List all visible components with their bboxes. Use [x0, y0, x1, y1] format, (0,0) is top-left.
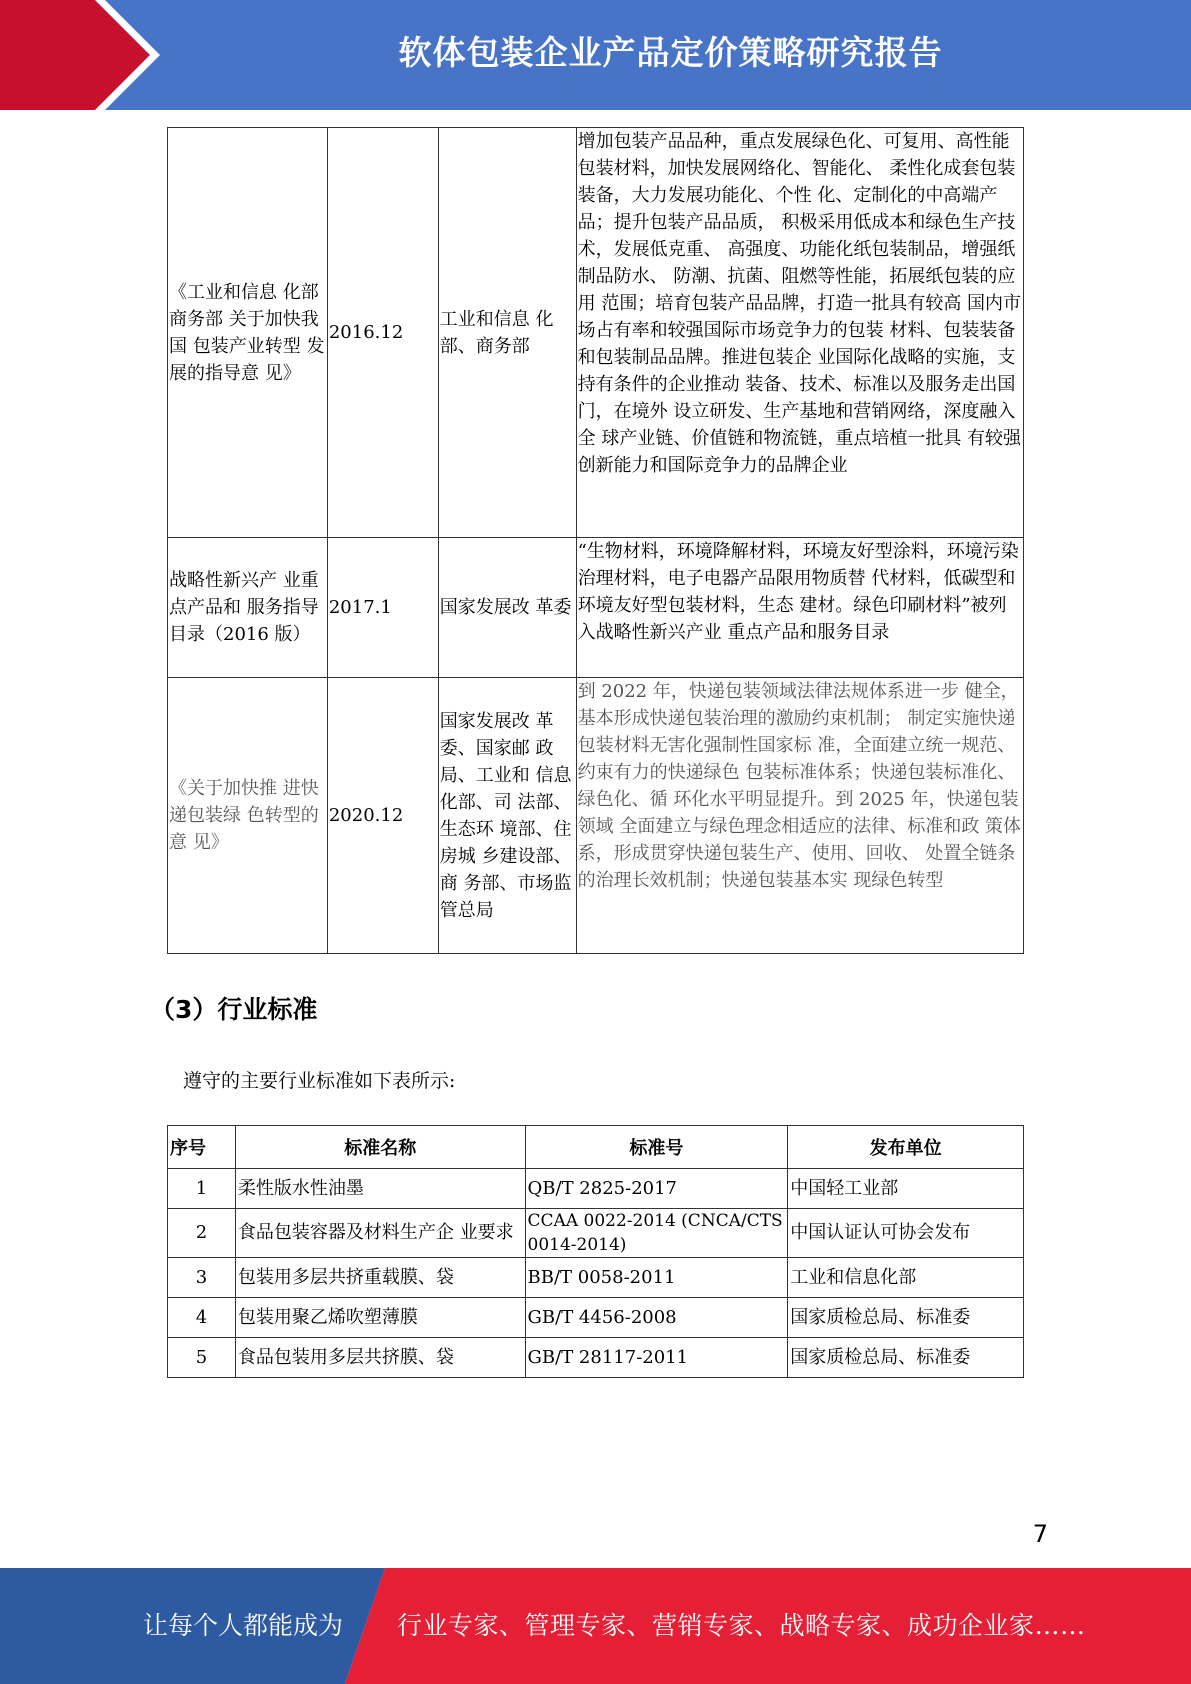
policy-content-cell: “生物材料，环境降解材料，环境友好型涂料，环境污染治理材料，电子电器产品限用物质替 代材料，低碳型和环境友好型包装材料，生态 建材。绿色印刷材料”被列入战略性新兴产业 重点产品和服务目录: [576, 538, 1023, 678]
standard-number-cell: 4: [168, 1298, 236, 1338]
report-title: 软体包装企业产品定价策略研究报告: [398, 33, 943, 72]
table-row: [168, 1338, 1024, 1378]
table-row: [168, 1298, 1024, 1338]
footer-slogan-right: 行业专家、管理专家、营销专家、战略专家、成功企业家……: [397, 1611, 1086, 1640]
standard-issuer-cell: 中国轻工业部: [788, 1169, 1024, 1209]
standard-code-cell: CCAA 0022-2014 (CNCA/CTS 0014-2014): [525, 1209, 788, 1258]
standard-name-cell: 包装用多层共挤重载膜、袋: [235, 1258, 525, 1298]
footer-slogan-left: 让每个人都能成为: [143, 1611, 344, 1640]
policy-issuer-cell: 国家发展改 革委、国家邮 政局、工业和 信息化部、司 法部、生态环 境部、住房城 乡建设部、商 务部、市场监 管总局: [438, 678, 576, 954]
policy-name-cell: 《关于加快推 进快递包装绿 色转型的意 见》: [168, 678, 328, 954]
column-header: 标准号: [525, 1126, 788, 1169]
policy-name-cell: 战略性新兴产 业重点产品和 服务指导目录（2016 版）: [168, 538, 328, 678]
standard-issuer-cell: 工业和信息化部: [788, 1258, 1024, 1298]
standard-number-cell: 2: [168, 1209, 236, 1258]
standard-name-cell: 食品包装容器及材料生产企 业要求: [235, 1209, 525, 1258]
column-header: 标准名称: [235, 1126, 525, 1169]
standard-issuer-cell: 国家质检总局、标准委: [788, 1338, 1024, 1378]
policy-content-cell: 到 2022 年，快递包装领域法律法规体系进一步 健全，基本形成快递包装治理的激励约束机制； 制定实施快递包装材料无害化强制性国家标 准，全面建立统一规范、约束有力的快递绿色 包装标准体系；快递包装标准化、绿色化、循 环化水平明显提升。到 2025 年，快递包装领域 全面建立与绿色理念相适应的法律、标准和政 策体系，形成贯穿快递包装生产、使用、回收、 处置全链条的治理长效机制；快递包装基本实 现绿色转型: [576, 678, 1023, 954]
standard-code-cell: QB/T 2825-2017: [525, 1169, 788, 1209]
column-header: 序号: [168, 1126, 236, 1169]
policy-date-cell: 2016.12: [327, 128, 438, 538]
table-row: [168, 678, 1024, 954]
section-heading: （3）行业标准: [150, 995, 318, 1024]
standard-issuer-cell: 国家质检总局、标准委: [788, 1298, 1024, 1338]
page-number: 7: [1032, 1520, 1048, 1548]
policy-content-cell: 增加包装产品品种，重点发展绿色化、可复用、高性能包装材料，加快发展网络化、智能化、 柔性化成套包装装备，大力发展功能化、个性 化、定制化的中高端产品；提升包装产品品质， 积极采用低成本和绿色生产技术，发展低克重、 高强度、功能化纸包装制品，增强纸制品防水、 防潮、抗菌、阻燃等性能，拓展纸包装的应用 范围；培育包装产品品牌，打造一批具有较高 国内市场占有率和较强国际市场竞争力的包装 材料、包装装备和包装制品品牌。推进包装企 业国际化战略的实施，支持有条件的企业推动 装备、技术、标准以及服务走出国门，在境外 设立研发、生产基地和营销网络，深度融入全 球产业链、价值链和物流链，重点培植一批具 有较强创新能力和国际竞争力的品牌企业: [576, 128, 1023, 538]
standard-code-cell: BB/T 0058-2011: [525, 1258, 788, 1298]
standard-number-cell: 5: [168, 1338, 236, 1378]
policy-date-cell: 2017.1: [327, 538, 438, 678]
page-header: [0, 0, 1191, 110]
table-row: [168, 1209, 1024, 1258]
standard-number-cell: 1: [168, 1169, 236, 1209]
table-row: [168, 1258, 1024, 1298]
table-row: [168, 128, 1024, 538]
page-footer: [0, 1568, 1191, 1684]
table-header-row: [168, 1126, 1024, 1169]
standard-number-cell: 3: [168, 1258, 236, 1298]
standards-table: [167, 1125, 1024, 1378]
policy-date-cell: 2020.12: [327, 678, 438, 954]
policy-table: [167, 127, 1024, 954]
standard-issuer-cell: 中国认证认可协会发布: [788, 1209, 1024, 1258]
policy-issuer-cell: 国家发展改 革委: [438, 538, 576, 678]
section-intro: 遵守的主要行业标准如下表所示:: [183, 1070, 456, 1092]
standard-name-cell: 柔性版水性油墨: [235, 1169, 525, 1209]
policy-name-cell: 《工业和信息 化部商务部 关于加快我国 包装产业转型 发展的指导意 见》: [168, 128, 328, 538]
column-header: 发布单位: [788, 1126, 1024, 1169]
standard-code-cell: GB/T 4456-2008: [525, 1298, 788, 1338]
table-row: [168, 538, 1024, 678]
policy-issuer-cell: 工业和信息 化部、商务部: [438, 128, 576, 538]
standard-name-cell: 食品包装用多层共挤膜、袋: [235, 1338, 525, 1378]
standard-code-cell: GB/T 28117-2011: [525, 1338, 788, 1378]
standard-name-cell: 包装用聚乙烯吹塑薄膜: [235, 1298, 525, 1338]
table-row: [168, 1169, 1024, 1209]
